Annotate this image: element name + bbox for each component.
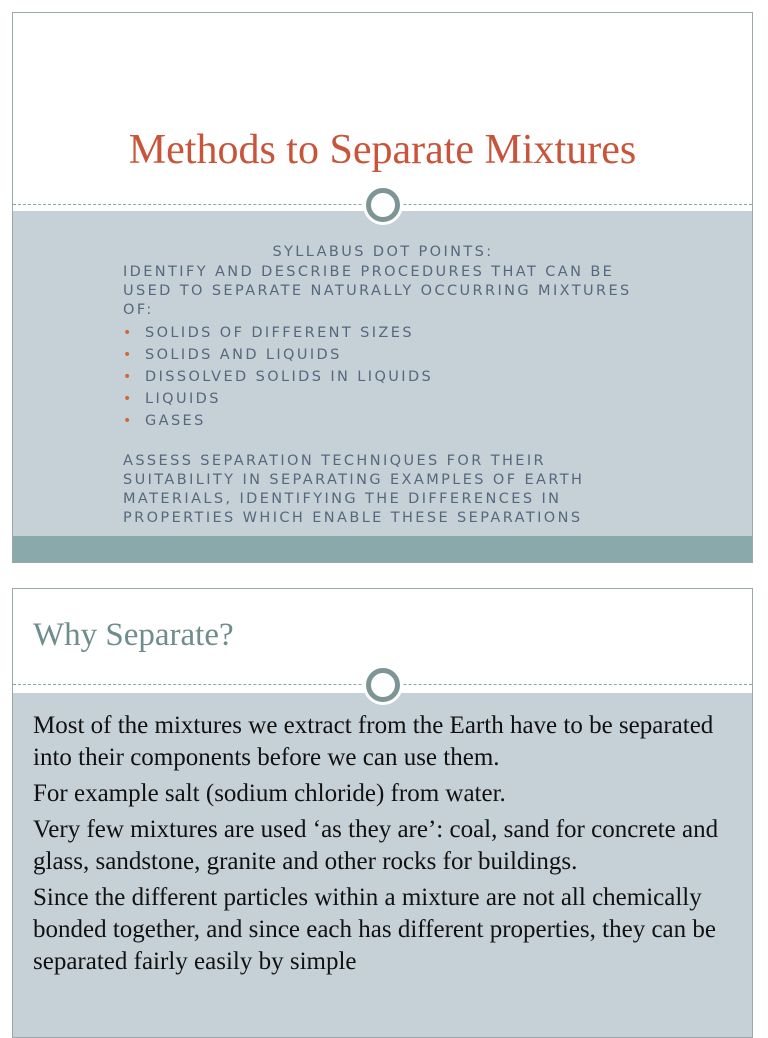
list-item-text: SOLIDS AND LIQUIDS bbox=[145, 347, 342, 363]
ring-ornament-icon bbox=[366, 188, 400, 222]
paragraph: For example salt (sodium chloride) from water. bbox=[33, 780, 506, 807]
syllabus-bullet-list bbox=[123, 322, 643, 432]
bullet-icon: • bbox=[123, 369, 134, 385]
list-item-text: LIQUIDS bbox=[145, 391, 221, 407]
list-item-text: SOLIDS OF DIFFERENT SIZES bbox=[145, 325, 414, 341]
list-item bbox=[123, 322, 643, 344]
list-item-text: DISSOLVED SOLIDS IN LIQUIDS bbox=[145, 369, 434, 385]
paragraph: Since the different particles within a mixture are not all chemically bonded together, and since each has different properties, they can be separated fairly easily by simple bbox=[33, 884, 716, 975]
list-item bbox=[123, 410, 643, 432]
syllabus-heading: SYLLABUS DOT POINTS: bbox=[272, 244, 494, 260]
list-item bbox=[123, 388, 643, 410]
slide-1 bbox=[12, 12, 753, 563]
paragraph: Most of the mixtures we extract from the Earth have to be separated into their components before we can use them. bbox=[33, 712, 714, 771]
list-item bbox=[123, 366, 643, 388]
syllabus-block bbox=[123, 243, 643, 528]
slide-1-title-area bbox=[13, 13, 752, 211]
slide-1-footer-band bbox=[13, 536, 752, 562]
list-item bbox=[123, 344, 643, 366]
syllabus-intro: IDENTIFY AND DESCRIBE PROCEDURES THAT CAN BE USED TO SEPARATE NATURALLY OCCURRING MIXTURES OF: bbox=[123, 264, 632, 318]
list-item-text: GASES bbox=[145, 413, 206, 429]
bullet-icon: • bbox=[123, 325, 134, 341]
bullet-icon: • bbox=[123, 391, 134, 407]
paragraph: Very few mixtures are used ‘as they are’: coal, sand for concrete and glass, sandstone, granite and other rocks for buildings. bbox=[33, 816, 719, 875]
syllabus-assess: ASSESS SEPARATION TECHNIQUES FOR THEIR SUITABILITY IN SEPARATING EXAMPLES OF EARTH MATERIALS, IDENTIFYING THE DIFFERENCES IN PROPERTIES WHICH ENABLE THESE SEPARATIONS bbox=[123, 453, 585, 526]
ring-ornament-icon bbox=[366, 668, 400, 702]
slide-1-title: Methods to Separate Mixtures bbox=[128, 127, 637, 173]
bullet-icon: • bbox=[123, 347, 134, 363]
slide-2 bbox=[12, 588, 753, 1038]
slide-2-text bbox=[33, 710, 733, 982]
slide-2-title: Why Separate? bbox=[33, 617, 234, 653]
bullet-icon: • bbox=[123, 413, 134, 429]
